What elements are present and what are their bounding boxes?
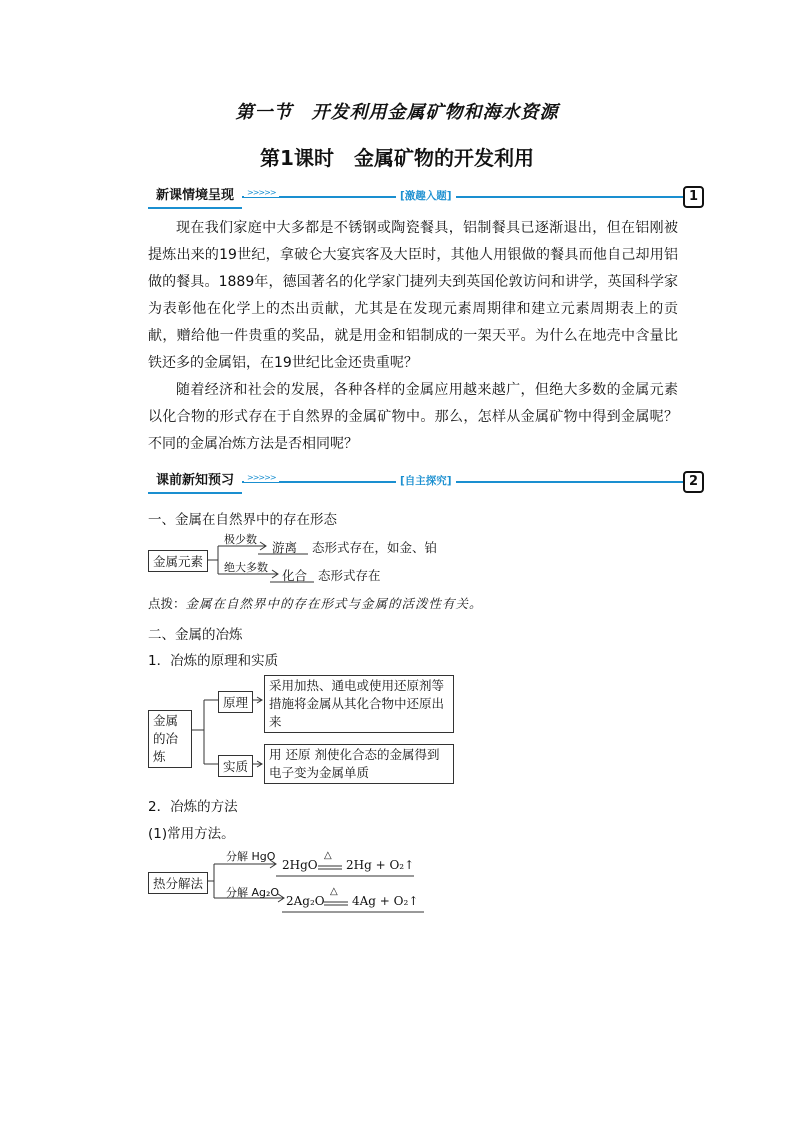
essence-text-box — [264, 744, 454, 784]
existence-root-box: 金属元素 — [148, 550, 208, 572]
branch-label-hgo: 分解 HgO — [226, 850, 276, 863]
section-label: 新课情境呈现 — [148, 185, 242, 209]
existence-diagram — [148, 530, 448, 590]
smelting-root-box: 金属的冶炼 — [148, 710, 192, 768]
section-bar-intro — [148, 185, 704, 207]
section-tag: [自主探究] — [396, 473, 456, 488]
intro-paragraph-2: 随着经济和社会的发展，各种各样的金属应用越来越广，但绝大多数的金属元素以化合物的形式存在于自然界的金属矿物中。那么，怎样从金属矿物中得到金属呢？不同的金属冶炼方法是否相同呢？ — [148, 382, 678, 452]
section-arrows: >>>>> — [244, 473, 279, 482]
branch-label-most: 绝大多数 — [224, 561, 268, 574]
section-bar-preview — [148, 470, 704, 492]
eq2-left: 2Ag₂O — [286, 894, 325, 908]
chapter-title: 第一节 开发利用金属矿物和海水资源 — [235, 102, 559, 123]
branch-text-free: 态形式存在，如金、铂 — [312, 540, 438, 555]
intro-paragraph-1: 现在我们家庭中大多都是不锈钢或陶瓷餐具，铝制餐具已逐渐退出，但在铝刚被提炼出来的19世纪，拿破仑大宴宾客及大臣时，其他人用银做的餐具而他自己却用铝做的餐具。1889年，德国著名的化学家门捷列夫到英国伦敦访问和讲学，英国科学家为表彰他在化学上的杰出贡献，尤其是在发现元素周期律和建立元素周期表上的贡献，赠给他一件贵重的奖品，就是用金和铝制成的一架天平。为什么在地壳中含量比铁还多的金属铝，在19世纪比金还贵重呢？ — [148, 220, 678, 371]
hint-body: 金属在自然界中的存在形式与金属的活泼性有关。 — [185, 596, 483, 611]
thermal-diagram — [148, 846, 448, 918]
section-divider — [228, 196, 686, 198]
eq1-condition: △ — [324, 850, 332, 861]
essence-prefix: 用 — [269, 747, 282, 762]
section-label: 课前新知预习 — [148, 470, 242, 494]
branch-text-combined: 态形式存在 — [318, 568, 381, 583]
essence-suffix: 剂使化合态的金属得到电子变为金属单质 — [269, 747, 440, 780]
thermal-root-box: 热分解法 — [148, 872, 208, 894]
section-number: 1 — [683, 186, 704, 208]
essence-label-box: 实质 — [218, 755, 253, 777]
hint-label: 点拨： — [148, 596, 186, 611]
eq1-right: 2Hg + O₂↑ — [346, 858, 415, 872]
principle-label-box: 原理 — [218, 691, 253, 713]
part1-heading: 一、金属在自然界中的存在形态 — [148, 512, 337, 528]
part2-heading: 二、金属的冶炼 — [148, 627, 243, 643]
section-tag: [激趣入题] — [396, 188, 456, 203]
branch-label-ag2o: 分解 Ag₂O — [226, 886, 280, 899]
principle-text-box: 采用加热、通电或使用还原剂等措施将金属从其化合物中还原出来 — [264, 675, 454, 733]
branch-label-few: 极少数 — [224, 533, 257, 546]
answer-combined-state: 化合 — [282, 568, 308, 583]
eq2-condition: △ — [330, 886, 338, 897]
answer-reducing: 还原 — [285, 747, 311, 762]
smelting-diagram — [148, 672, 448, 784]
answer-free-state: 游离 — [272, 540, 298, 555]
sub2-1-heading: (1)常用方法。 — [148, 826, 235, 842]
eq2-right: 4Ag + O₂↑ — [352, 894, 419, 908]
sub1-heading: 1．冶炼的原理和实质 — [148, 653, 279, 669]
lesson-title: 第1课时 金属矿物的开发利用 — [260, 146, 534, 170]
section-number: 2 — [683, 471, 704, 493]
hint — [148, 594, 483, 612]
section-arrows: >>>>> — [244, 188, 279, 197]
eq1-left: 2HgO — [282, 858, 318, 872]
sub2-heading: 2．冶炼的方法 — [148, 799, 238, 815]
section-divider — [228, 481, 686, 483]
